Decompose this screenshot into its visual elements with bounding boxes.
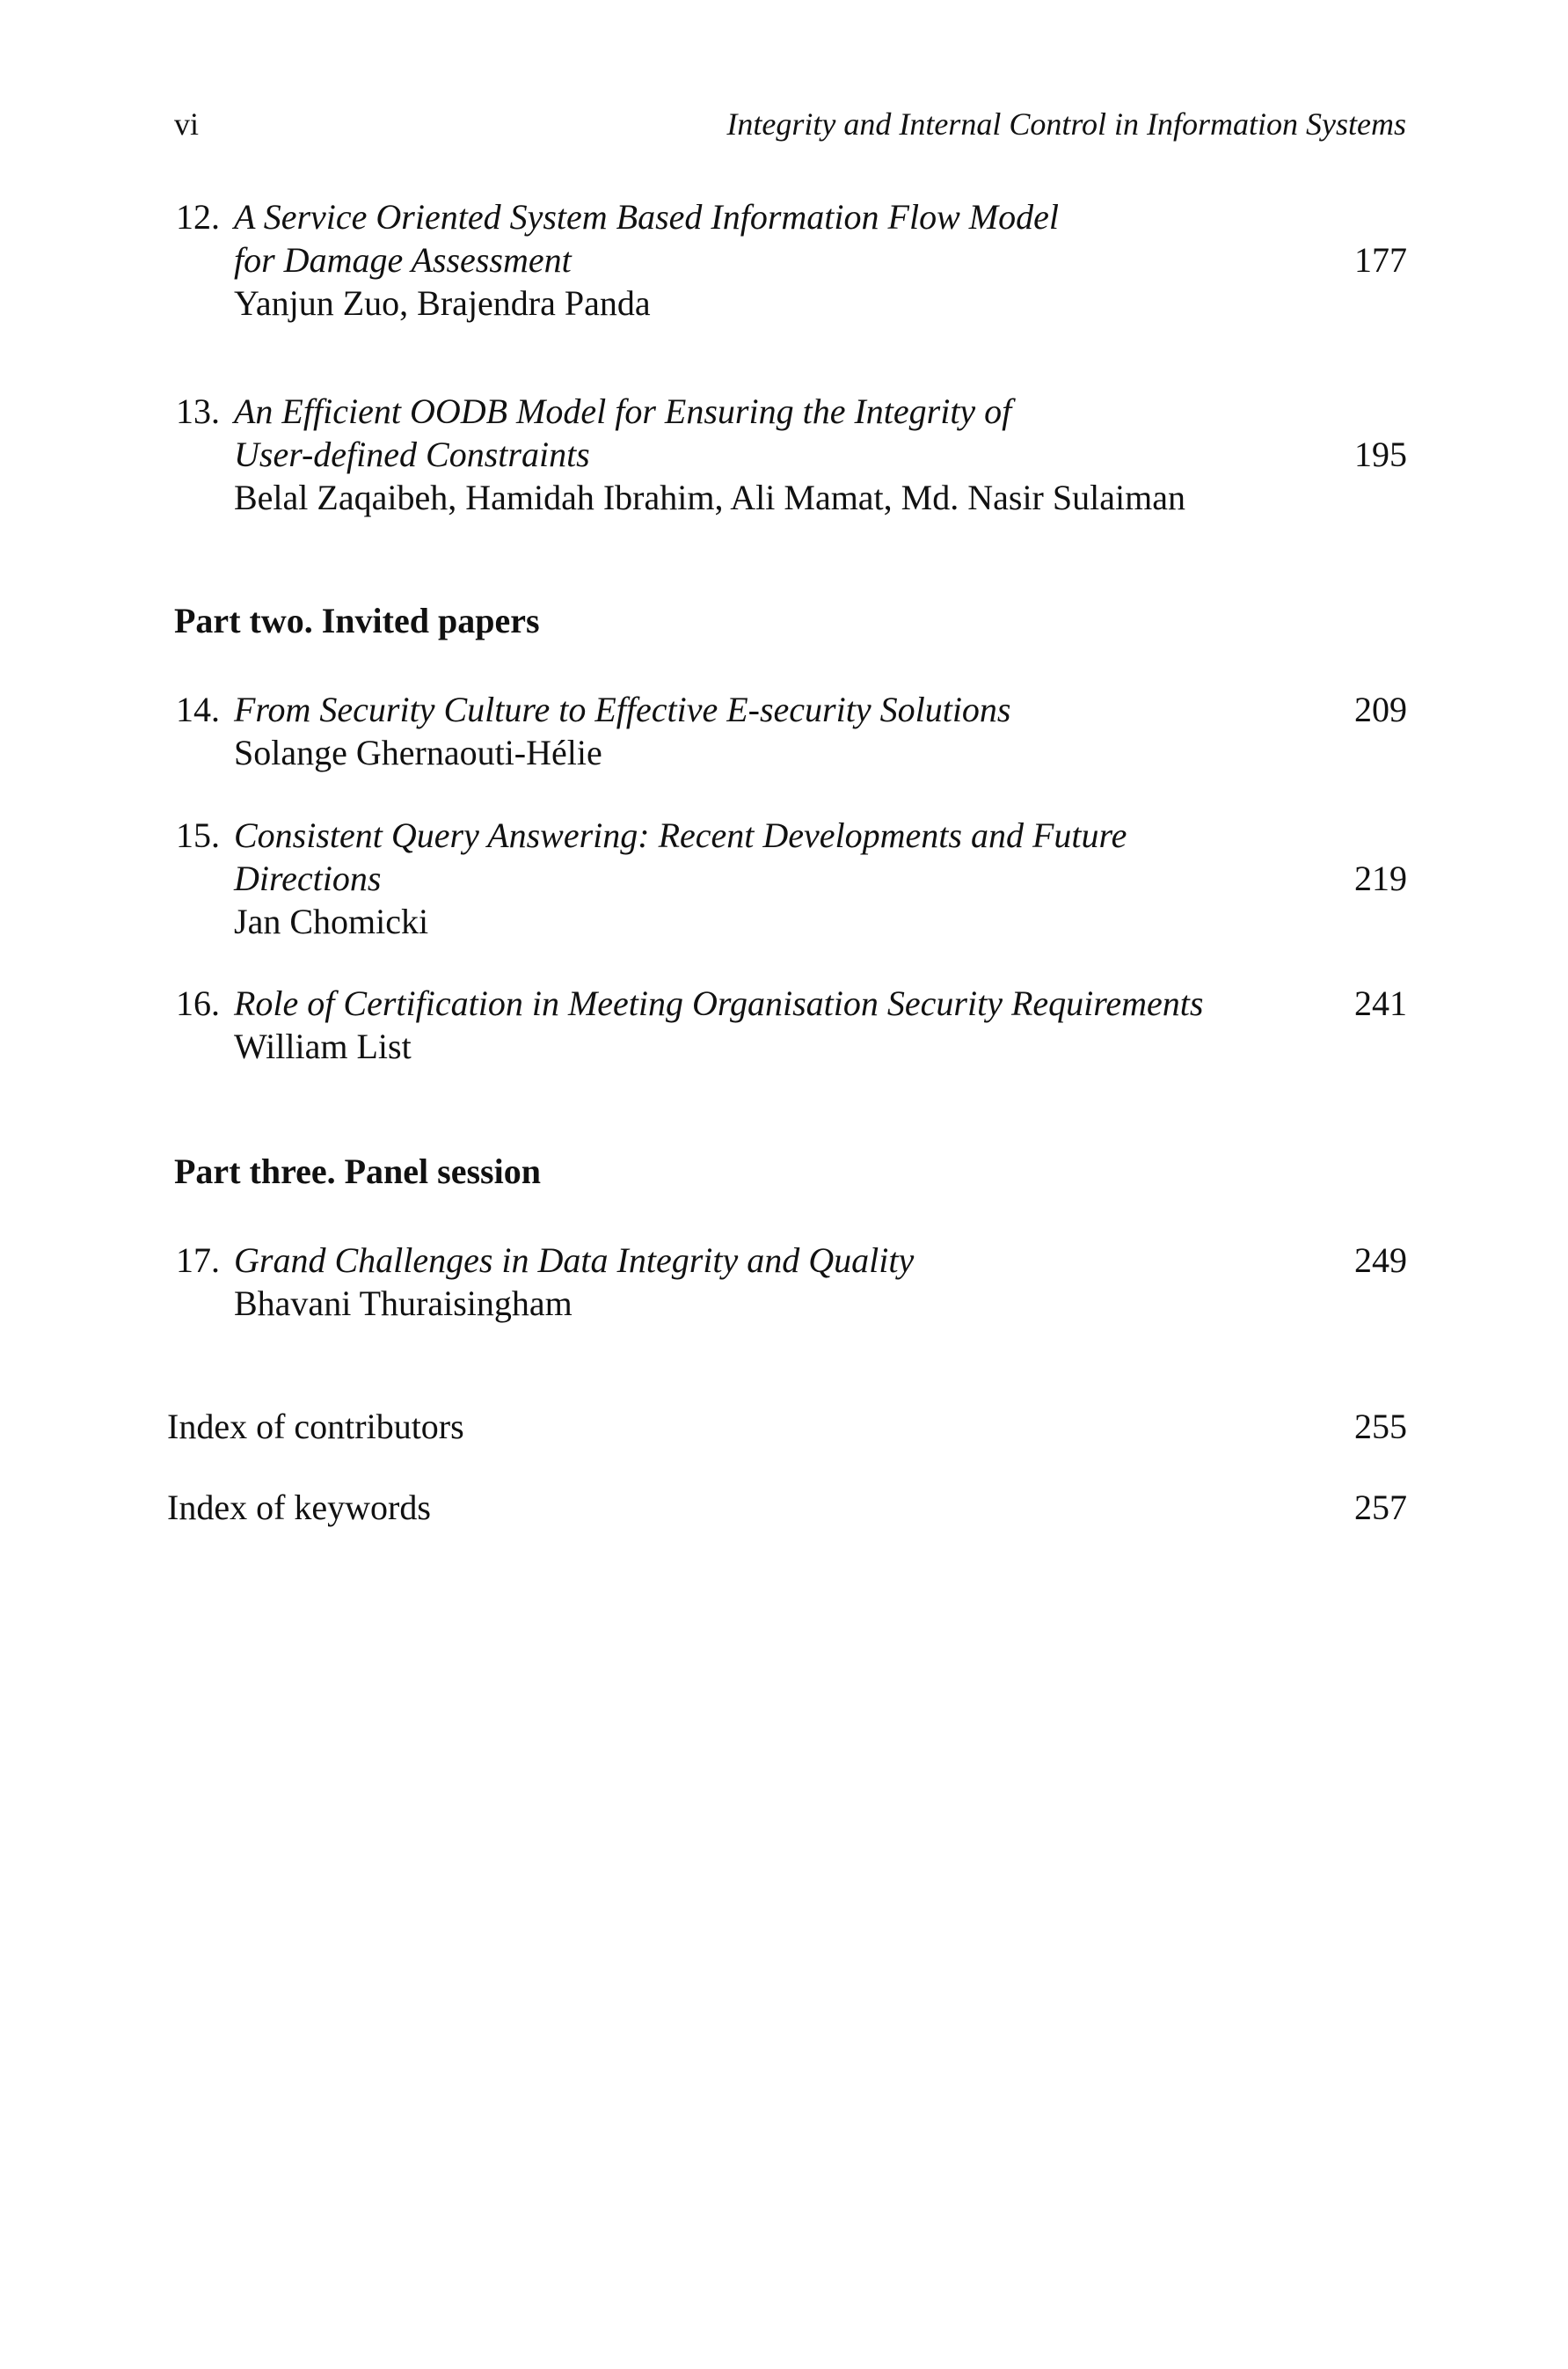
- section-heading-part-two: Part two. Invited papers: [174, 601, 540, 640]
- entry-title-line: User-defined Constraints: [234, 435, 590, 474]
- entry-authors: William List: [234, 1027, 412, 1066]
- entry-authors: Jan Chomicki: [234, 902, 429, 941]
- entry-title-line: Directions: [234, 859, 382, 898]
- index-label: Index of contributors: [167, 1407, 464, 1446]
- entry-authors: Yanjun Zuo, Brajendra Panda: [234, 283, 651, 323]
- entry-title-line: for Damage Assessment: [234, 240, 572, 280]
- entry-number: 12.: [176, 197, 220, 237]
- entry-authors: Bhavani Thuraisingham: [234, 1283, 573, 1323]
- entry-title-line: Role of Certification in Meeting Organisation Security Requirements: [234, 983, 1204, 1023]
- entry-number: 14.: [176, 690, 220, 729]
- index-page-number: 255: [1354, 1407, 1407, 1446]
- entry-number: 15.: [176, 815, 220, 855]
- entry-page-number: 209: [1354, 690, 1407, 729]
- entry-number: 13.: [176, 391, 220, 431]
- entry-title-line: From Security Culture to Effective E-security Solutions: [234, 690, 1011, 729]
- entry-authors: Belal Zaqaibeh, Hamidah Ibrahim, Ali Mamat, Md. Nasir Sulaiman: [234, 478, 1185, 517]
- entry-page-number: 249: [1354, 1240, 1407, 1280]
- entry-number: 16.: [176, 983, 220, 1023]
- page-number-roman: vi: [174, 106, 200, 142]
- entry-title-line: Consistent Query Answering: Recent Developments and Future: [234, 815, 1127, 855]
- entry-number: 17.: [176, 1240, 220, 1280]
- entry-title-line: A Service Oriented System Based Information Flow Model: [234, 197, 1059, 237]
- index-page-number: 257: [1354, 1488, 1407, 1527]
- entry-title-line: An Efficient OODB Model for Ensuring the Integrity of: [234, 391, 1012, 431]
- entry-page-number: 241: [1354, 983, 1407, 1023]
- entry-title-line: Grand Challenges in Data Integrity and Quality: [234, 1240, 915, 1280]
- entry-page-number: 177: [1354, 240, 1407, 280]
- entry-authors: Solange Ghernaouti-Hélie: [234, 733, 602, 772]
- running-header-title: Integrity and Internal Control in Information Systems: [726, 106, 1406, 142]
- entry-page-number: 219: [1354, 859, 1407, 898]
- entry-page-number: 195: [1354, 435, 1407, 474]
- section-heading-part-three: Part three. Panel session: [174, 1152, 541, 1191]
- index-label: Index of keywords: [167, 1488, 431, 1527]
